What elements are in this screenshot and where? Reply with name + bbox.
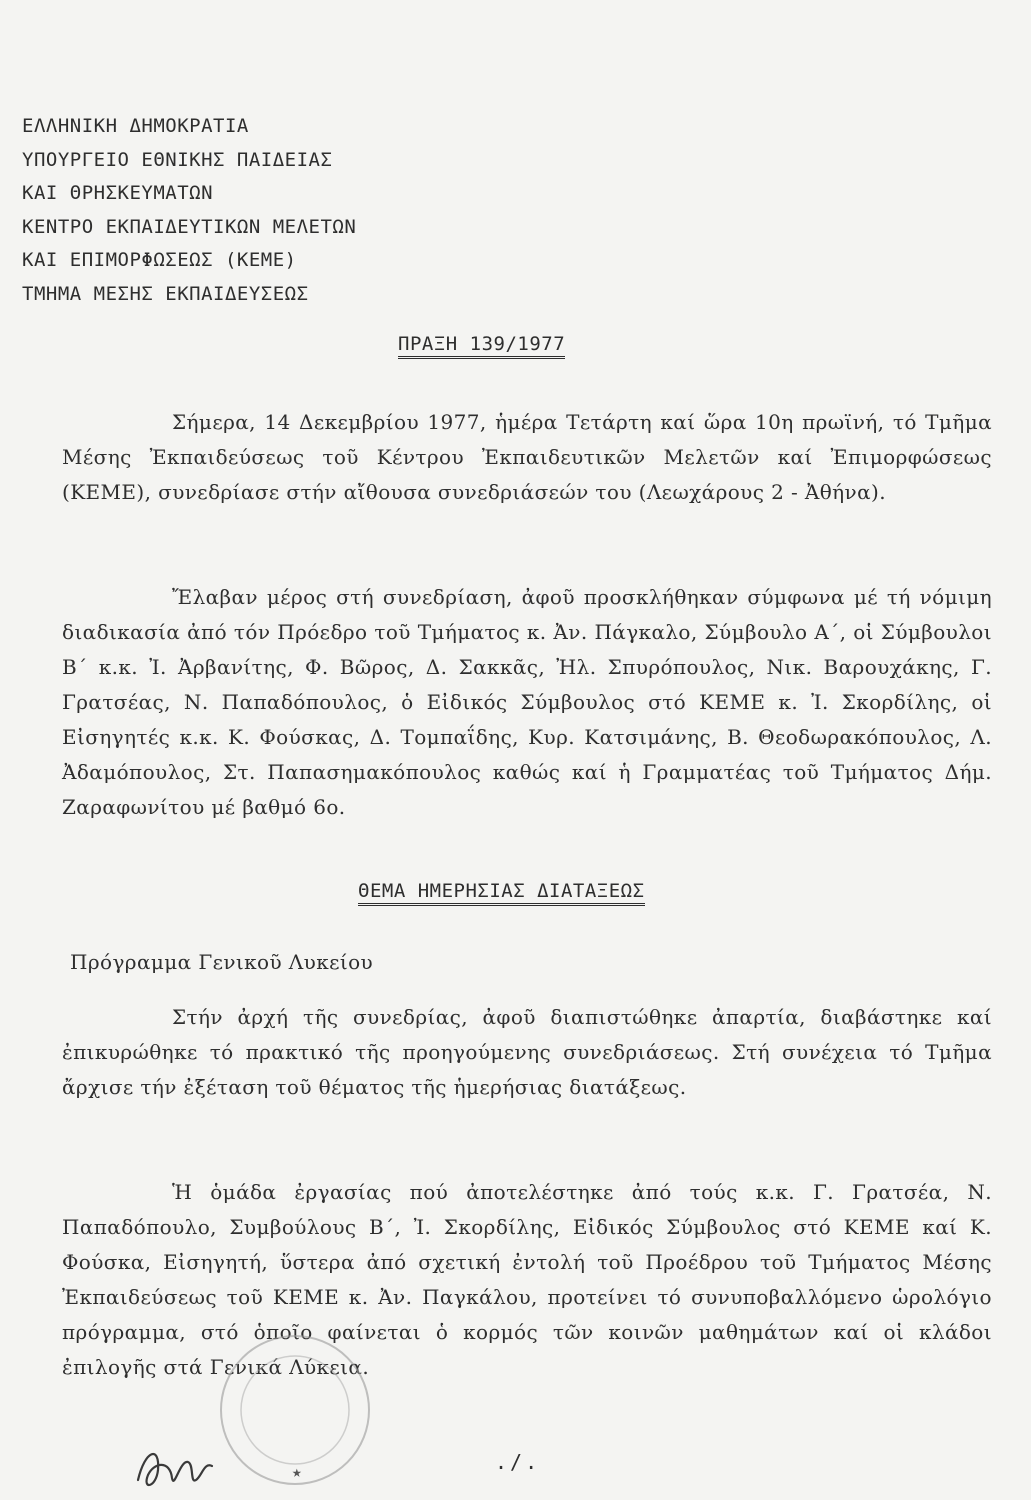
page-continuation-mark: ./. — [495, 1450, 541, 1474]
agenda-heading: ΘΕΜΑ ΗΜΕΡΗΣΙΑΣ ΔΙΑΤΑΞΕΩΣ — [358, 880, 645, 906]
letterhead-line: ΕΛΛΗΝΙΚΗ ΔΗΜΟΚΡΑΤΙΑ — [22, 115, 249, 137]
letterhead-line: ΥΠΟΥΡΓΕΙΟ ΕΘΝΙΚΗΣ ΠΑΙΔΕΙΑΣ — [22, 148, 333, 171]
document-title: ΠΡΑΞΗ 139/1977 — [398, 333, 565, 359]
paragraph-attendees: Ἔλαβαν μέρος στή συνεδρίαση, ἀφοῦ προσκλήθηκαν σύμφωνα μέ τή νόμιμη διαδικασία ἀπό τόν Πρόεδρο τοῦ Τμήματος κ. Ἀν. Πάγκαλο, Σύμβουλο Α΄, οἱ Σύμβουλοι Β΄ κ.κ. Ἰ. Ἀρβανίτης, Φ. Βῶρος, Δ. Σακκᾶς, Ἠλ. Σπυρόπουλος, Νικ. Βαρουχάκης, Γ. Γρατσέας, Ν. Παπαδόπουλος, ὁ Εἰδικός Σύμβουλος στό ΚΕΜΕ κ. Ἰ. Σκορδίλης, οἱ Εἰσηγητές κ.κ. Κ. Φούσκας, Δ. Τομπαΐδης, Κυρ. Κατσιμάνης, Β. Θεοδωρακόπουλος, Λ. Ἀδαμόπουλος, Στ. Παπασημακόπουλος καθώς καί ἡ Γραμματέας τοῦ Τμήματος Δήμ. Ζαραφωνίτου μέ βαθμό 6ο. — [62, 585, 992, 819]
paragraph-working-group: Ἡ ὁμάδα ἐργασίας πού ἀποτελέστηκε ἀπό τούς κ.κ. Γ. Γρατσέα, Ν. Παπαδόπουλο, Συμβούλους Β΄, Ἰ. Σκορδίλης, Εἰδικός Σύμβουλος στό ΚΕΜΕ καί Κ. Φούσκα, Εἰσηγητή, ὕστερα ἀπό σχετική ἐντολή τοῦ Προέδρου τοῦ Τμήματος Μέσης Ἐκπαιδεύσεως τοῦ ΚΕΜΕ κ. Ἀν. Παγκάλου, προτείνει τό συνυποβαλλόμενο ὡρολόγιο πρόγραμμα, στό ὁποῖο φαίνεται ὁ κορμός τῶν κοινῶν μαθημάτων καί οἱ κλάδοι ἐπιλογῆς στά Γενικά Λύκεια. — [62, 1180, 992, 1379]
agenda-subject: Πρόγραμμα Γενικοῦ Λυκείου — [70, 950, 374, 974]
letterhead — [22, 110, 356, 311]
star-mark-icon: ★ — [292, 1462, 302, 1481]
letterhead-line: ΚΕΝΤΡΟ ΕΚΠΑΙΔΕΥΤΙΚΩΝ ΜΕΛΕΤΩΝ — [22, 215, 357, 238]
letterhead-line: ΤΜΗΜΑ ΜΕΣΗΣ ΕΚΠΑΙΔΕΥΣΕΩΣ — [22, 282, 309, 305]
paragraph-opening: Σήμερα, 14 Δεκεμβρίου 1977, ἡμέρα Τετάρτη καί ὥρα 10η πρωϊνή, τό Τμῆμα Μέσης Ἐκπαιδεύσεως τοῦ Κέντρου Ἐκπαιδευτικῶν Μελετῶν καί Ἐπιμορφώσεως (ΚΕΜΕ), συνεδρίασε στήν αἴθουσα συνεδριάσεών του (Λεωχάρους 2 - Ἀθήνα). — [62, 410, 992, 504]
handwritten-signature — [130, 1440, 220, 1495]
paragraph-session-opening: Στήν ἀρχή τῆς συνεδρίας, ἀφοῦ διαπιστώθηκε ἀπαρτία, διαβάστηκε καί ἐπικυρώθηκε τό πρακτικό τῆς προηγούμενης συνεδριάσεως. Στή συνέχεια τό Τμῆμα ἄρχισε τήν ἐξέταση τοῦ θέματος τῆς ἡμερήσιας διατάξεως. — [62, 1005, 992, 1099]
letterhead-line: ΚΑΙ ΘΡΗΣΚΕΥΜΑΤΩΝ — [22, 182, 214, 204]
letterhead-line: ΚΑΙ ΕΠΙΜΟΡΦΩΣΕΩΣ (ΚΕΜΕ) — [22, 249, 297, 271]
